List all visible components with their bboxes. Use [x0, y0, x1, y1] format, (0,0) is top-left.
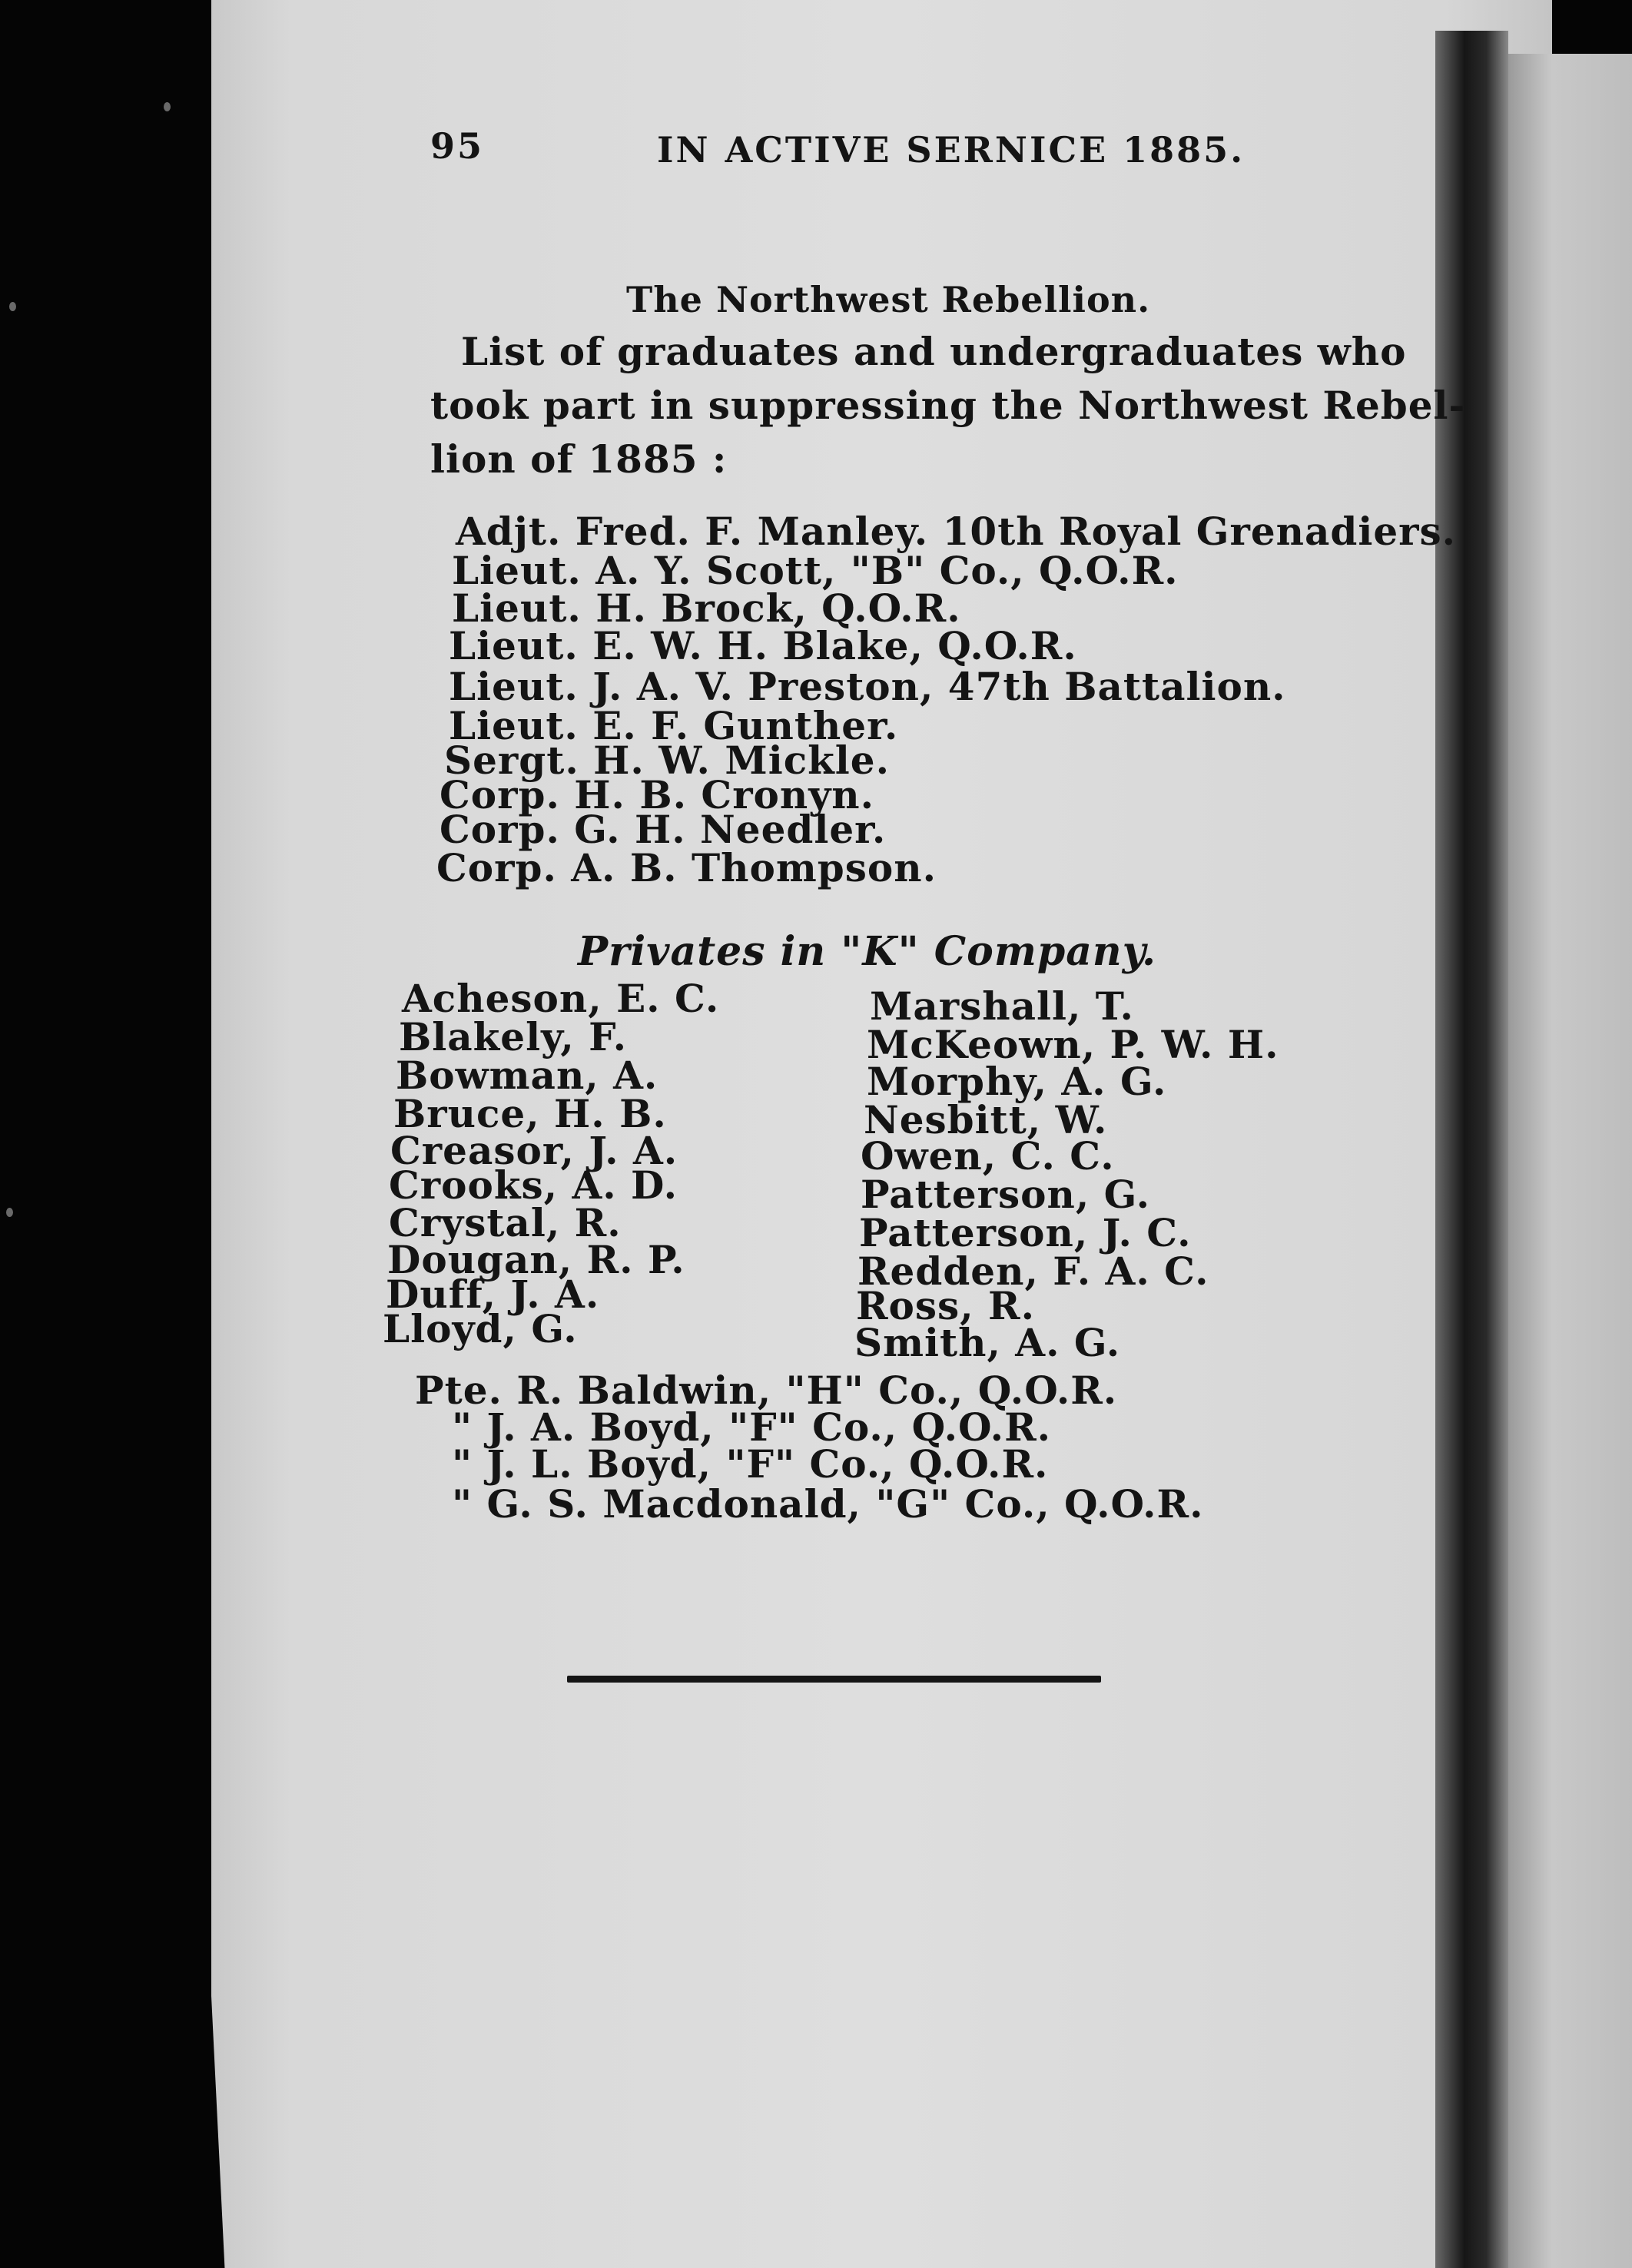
film-speck [6, 1208, 13, 1217]
private-entry: Crooks, A. D. [389, 1162, 678, 1208]
officer-entry: Lieut. E. F. Gunther. [449, 703, 899, 748]
private-entry: Patterson, J. C. [859, 1210, 1192, 1255]
private-entry: Bowman, A. [396, 1053, 658, 1098]
private-entry: Marshall, T. [870, 983, 1134, 1029]
officer-entry: Corp. G. H. Needler. [440, 807, 887, 852]
private-entry: Acheson, E. C. [402, 976, 720, 1021]
private-entry: Patterson, G. [861, 1172, 1150, 1217]
facing-page-edge [1508, 54, 1632, 2268]
private-entry: Lloyd, G. [383, 1306, 578, 1351]
section-rule [567, 1676, 1101, 1683]
private-entry: Nesbitt, W. [864, 1097, 1108, 1142]
officer-entry: Sergt. H. W. Mickle. [444, 738, 891, 783]
running-head: IN ACTIVE SERNICE 1885. [657, 129, 1246, 171]
pte-entry: " G. S. Macdonald, "G" Co., Q.O.R. [452, 1481, 1204, 1527]
pte-entry: " J. L. Boyd, "F" Co., Q.O.R. [452, 1441, 1049, 1487]
pte-entry: Pte. R. Baldwin, "H" Co., Q.O.R. [415, 1368, 1118, 1413]
private-entry: Creasor, J. A. [390, 1128, 678, 1173]
officer-entry: Lieut. A. Y. Scott, "B" Co., Q.O.R. [452, 548, 1179, 593]
film-speck [164, 102, 171, 111]
officer-entry: Lieut. H. Brock, Q.O.R. [452, 585, 961, 631]
officer-entry: Adjt. Fred. F. Manley. 10th Royal Grenadiers. [456, 509, 1457, 554]
private-entry: Duff, J. A. [386, 1272, 600, 1317]
officer-entry: Corp. A. B. Thompson. [436, 845, 937, 890]
page-number: 95 [430, 125, 485, 167]
private-entry: Redden, F. A. C. [857, 1248, 1209, 1294]
privates-heading: Privates in "K" Company. [578, 928, 1157, 975]
private-entry: Bruce, H. B. [393, 1091, 667, 1136]
officer-entry: Lieut. E. W. H. Blake, Q.O.R. [449, 623, 1077, 668]
book-gutter [1435, 31, 1508, 2268]
intro-line: took part in suppressing the Northwest Rebel- [430, 383, 1466, 428]
private-entry: Blakely, F. [399, 1014, 628, 1059]
private-entry: Morphy, A. G. [867, 1059, 1167, 1104]
officer-entry: Corp. H. B. Cronyn. [440, 772, 875, 817]
private-entry: Crystal, R. [389, 1200, 622, 1245]
private-entry: McKeown, P. W. H. [867, 1022, 1279, 1067]
film-speck [9, 302, 16, 311]
section-title: The Northwest Rebellion. [626, 279, 1151, 320]
pte-entry: " J. A. Boyd, "F" Co., Q.O.R. [452, 1404, 1052, 1450]
private-entry: Dougan, R. P. [387, 1237, 685, 1282]
private-entry: Ross, R. [856, 1283, 1035, 1328]
intro-line: lion of 1885 : [430, 436, 728, 482]
private-entry: Smith, A. G. [854, 1320, 1121, 1365]
intro-line: List of graduates and undergraduates who [461, 329, 1407, 374]
private-entry: Owen, C. C. [861, 1133, 1115, 1179]
officer-entry: Lieut. J. A. V. Preston, 47th Battalion. [449, 664, 1286, 709]
